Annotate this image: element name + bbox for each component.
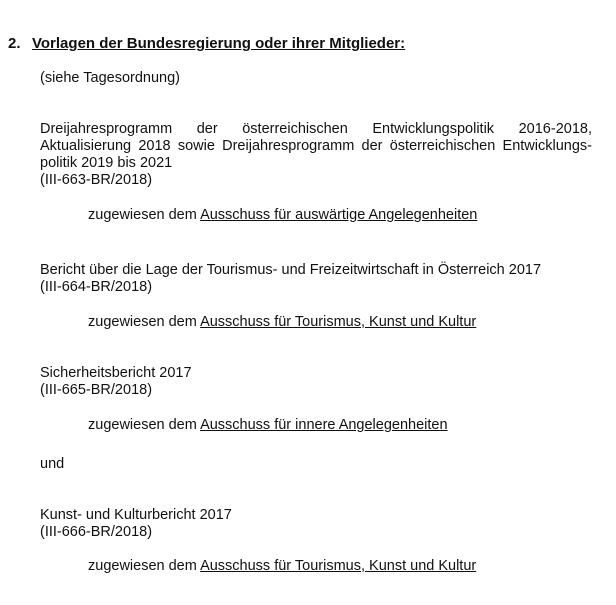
section-title: Vorlagen der Bundesregierung oder ihrer Mitglieder: <box>32 35 406 52</box>
assigned-prefix: zugewiesen dem <box>88 207 197 223</box>
item-3-committee: Ausschuss für innere Angelegenheiten <box>200 417 448 433</box>
item-1-title <box>40 121 592 172</box>
item-4-committee: Ausschuss für Tourismus, Kunst und Kultur <box>200 558 477 574</box>
assigned-prefix: zugewiesen dem <box>88 417 197 433</box>
item-1-committee: Ausschuss für auswärtige Angelegenheiten <box>200 207 478 223</box>
item-3-assignment <box>88 417 448 434</box>
item-2-reference: (III-664-BR/2018) <box>40 279 153 295</box>
agenda-note: (siehe Tagesordnung) <box>40 70 180 86</box>
item-4-assignment <box>88 558 476 575</box>
connector-text: und <box>40 456 65 472</box>
item-1-title-line: politik 2019 bis 2021 <box>40 155 173 171</box>
item-2-committee: Ausschuss für Tourismus, Kunst und Kultur <box>200 314 477 330</box>
section-heading <box>8 35 405 52</box>
assigned-prefix: zugewiesen dem <box>88 558 197 574</box>
item-3-title: Sicherheitsbericht 2017 <box>40 365 192 381</box>
section-number: 2. <box>8 35 21 52</box>
item-1-title-line: Aktualisierung 2018 sowie Dreijahresprogramm der österreichischen Entwicklungs- <box>40 138 592 154</box>
item-1-assignment <box>88 207 477 224</box>
item-1-reference: (III-663-BR/2018) <box>40 172 153 188</box>
item-4-reference: (III-666-BR/2018) <box>40 524 153 540</box>
item-1-title-line: Dreijahresprogramm der österreichischen Entwicklungspolitik 2016-2018, <box>40 121 592 137</box>
item-4-title: Kunst- und Kulturbericht 2017 <box>40 507 232 523</box>
item-3-reference: (III-665-BR/2018) <box>40 382 153 398</box>
assigned-prefix: zugewiesen dem <box>88 314 197 330</box>
item-2-title: Bericht über die Lage der Tourismus- und Freizeitwirtschaft in Österreich 2017 <box>40 262 542 278</box>
item-2-assignment <box>88 314 476 331</box>
